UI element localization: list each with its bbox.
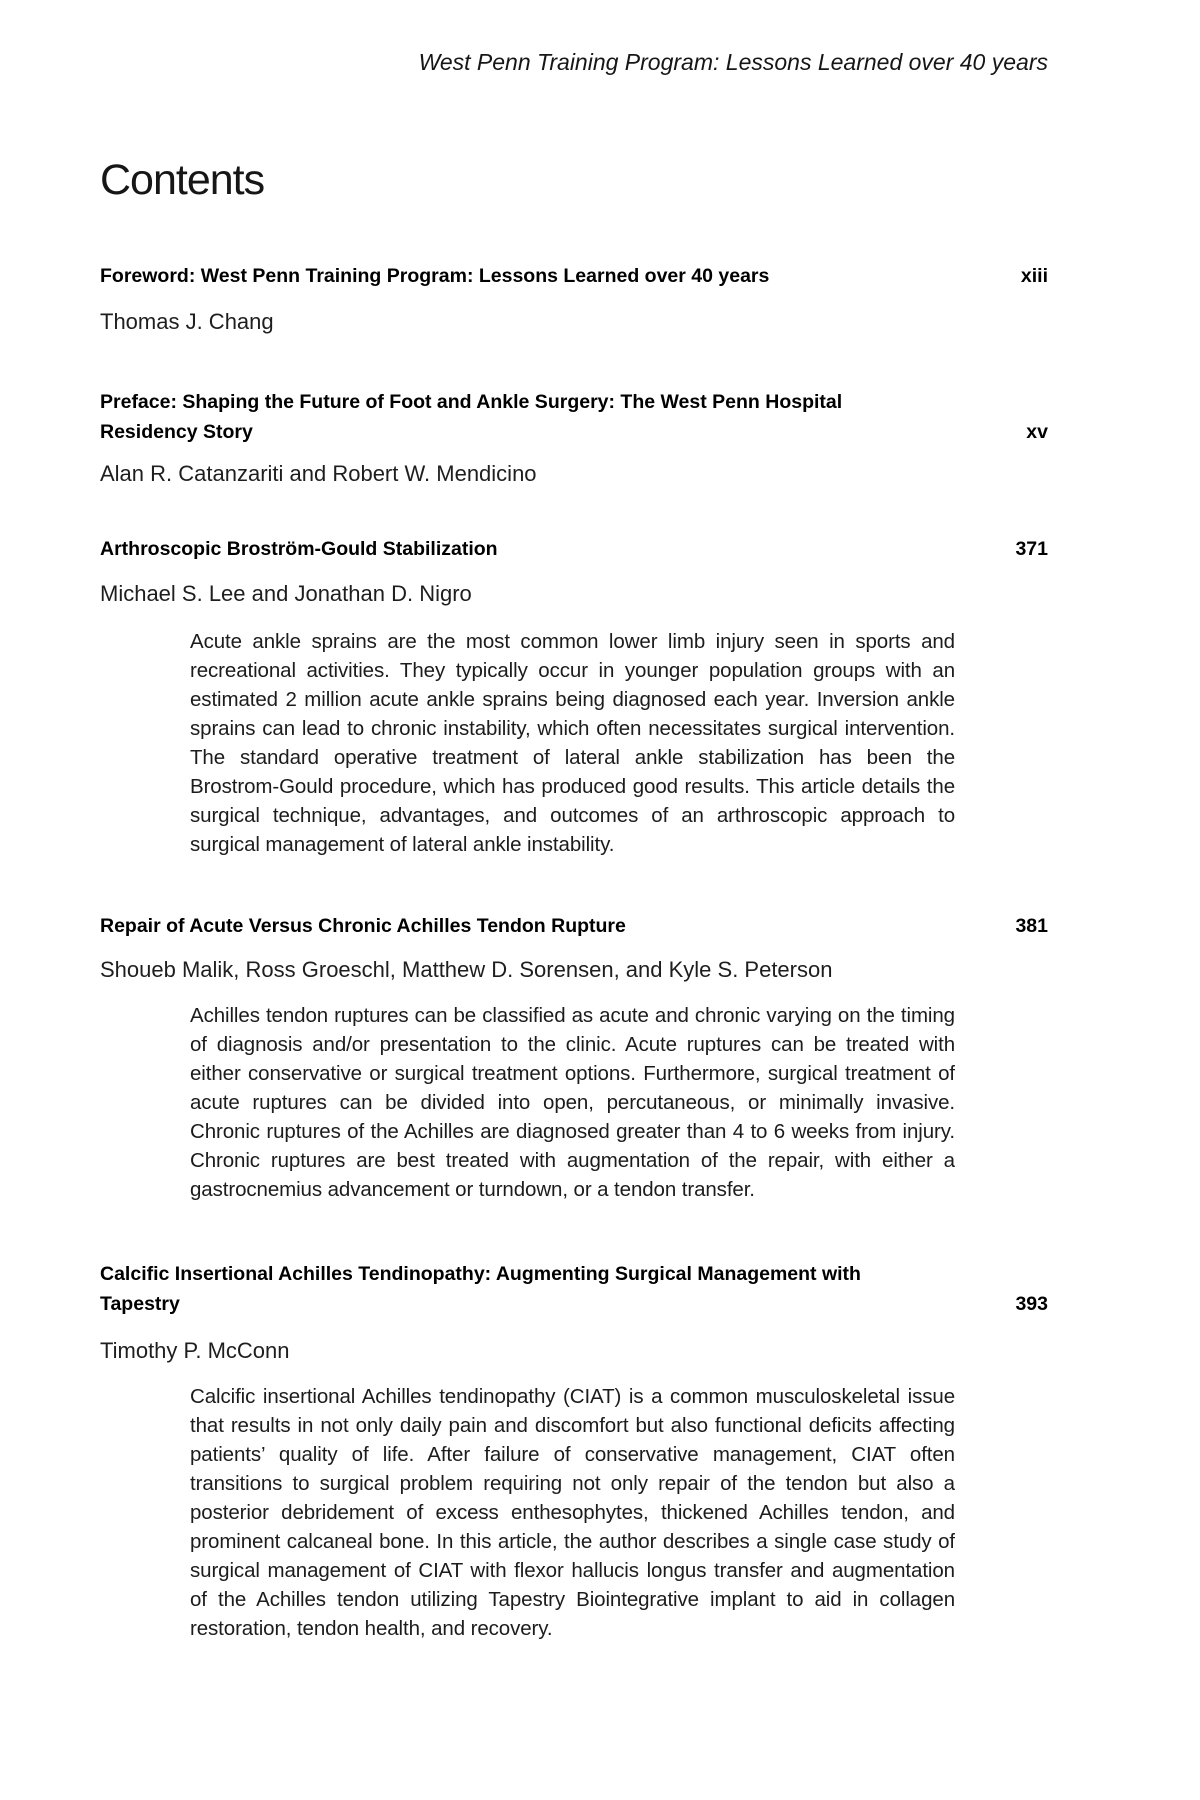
entry-title-line: Arthroscopic Broström-Gould Stabilization [100, 538, 498, 560]
entry-head [100, 534, 1048, 564]
entry-page-number: 393 [1015, 1293, 1048, 1315]
entry-title-line: Preface: Shaping the Future of Foot and Ankle Surgery: The West Penn Hospital [100, 391, 843, 413]
running-head: West Penn Training Program: Lessons Learned over 40 years [418, 49, 1048, 75]
toc-entry-article-3 [100, 1259, 1048, 1672]
entry-title-line: Repair of Acute Versus Chronic Achilles Tendon Rupture [100, 915, 626, 937]
toc-entry-article-1 [100, 534, 1048, 888]
entry-title [100, 911, 980, 941]
entry-title-line: Residency Story [100, 421, 253, 443]
page-content [100, 0, 1048, 1672]
entry-title-line: Calcific Insertional Achilles Tendinopathy: Augmenting Surgical Management with [100, 1263, 861, 1285]
toc-entry-article-2 [100, 911, 1048, 1233]
entry-head [100, 1259, 1048, 1319]
entry-authors: Timothy P. McConn [100, 1338, 290, 1363]
entry-title [100, 534, 980, 564]
entry-title [100, 261, 980, 291]
entry-abstract: Acute ankle sprains are the most common lower limb injury seen in sports and recreational activities. They typically occur in younger population groups with an estimated 2 million acute ankle sprains being diagnosed each year. Inversion ankle sprains can lead to chronic instability, which often necessitates surgical intervention. The standard operative treatment of lateral ankle stabilization has been the Brostrom-Gould procedure, which has produced good results. This article details the surgical technique, advantages, and outcomes of an arthroscopic approach to surgical management of lateral ankle instability. [190, 630, 955, 856]
entry-page-number: 381 [1015, 915, 1048, 937]
entry-title-line: Tapestry [100, 1293, 180, 1315]
entry-head [100, 387, 1048, 447]
entry-title [100, 387, 980, 447]
toc-entry-preface [100, 387, 1048, 489]
page-title: Contents [100, 156, 265, 204]
entry-title [100, 1259, 980, 1319]
toc-entry-foreword [100, 261, 1048, 337]
entry-page-number: xiii [1020, 265, 1048, 287]
entry-authors: Shoueb Malik, Ross Groeschl, Matthew D. Sorensen, and Kyle S. Peterson [100, 957, 833, 982]
entry-head [100, 261, 1048, 291]
entry-authors: Thomas J. Chang [100, 309, 274, 334]
entry-authors: Alan R. Catanzariti and Robert W. Mendicino [100, 461, 537, 486]
entry-authors: Michael S. Lee and Jonathan D. Nigro [100, 581, 472, 606]
entry-title-line: Foreword: West Penn Training Program: Lessons Learned over 40 years [100, 265, 770, 287]
entry-head [100, 911, 1048, 941]
entry-page-number: xv [1026, 421, 1048, 443]
entry-abstract: Calcific insertional Achilles tendinopathy (CIAT) is a common musculoskeletal issue that results in not only daily pain and discomfort but also functional deficits affecting patients’ quality of life. After failure of conservative management, CIAT often transitions to surgical problem requiring not only repair of the tendon but also a posterior debridement of excess enthesophytes, thickened Achilles tendon, and prominent calcaneal bone. In this article, the author describes a single case study of surgical management of CIAT with flexor hallucis longus transfer and augmentation of the Achilles tendon utilizing Tapestry Biointegrative implant to aid in collagen restoration, tendon health, and recovery. [190, 1385, 955, 1640]
entry-abstract: Achilles tendon ruptures can be classified as acute and chronic varying on the timing of diagnosis and/or presentation to the clinic. Acute ruptures can be treated with either conservative or surgical treatment options. Furthermore, surgical treatment of acute ruptures can be divided into open, percutaneous, or minimally invasive. Chronic ruptures of the Achilles are diagnosed greater than 4 to 6 weeks from injury. Chronic ruptures are best treated with augmentation of the repair, with either a gastrocnemius advancement or turndown, or a tendon transfer. [190, 1004, 955, 1201]
entry-page-number: 371 [1015, 538, 1048, 560]
